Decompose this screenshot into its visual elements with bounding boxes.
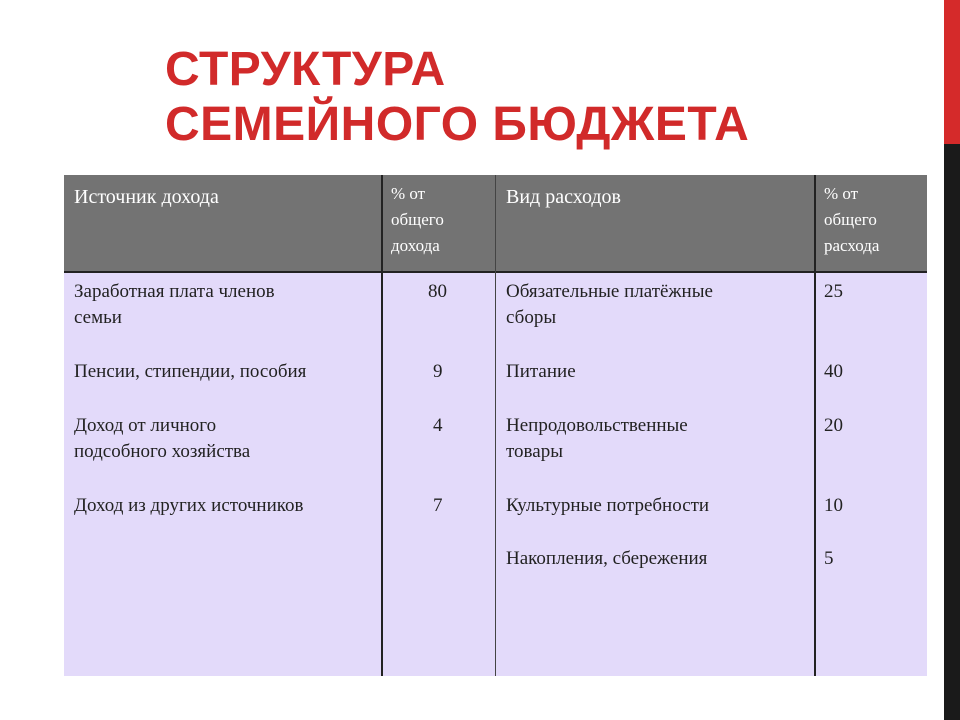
- expense-percent: 20: [824, 415, 843, 436]
- income-table: [64, 175, 496, 676]
- side-accent-red: [944, 0, 960, 144]
- income-percent: 80: [428, 281, 447, 302]
- income-column-divider: [381, 175, 383, 676]
- header-income-percent-l1: % от: [391, 184, 426, 203]
- expense-type: Питание: [506, 361, 576, 382]
- table-row: [74, 413, 250, 465]
- income-percent: 7: [433, 495, 443, 516]
- header-income-percent: [391, 181, 444, 259]
- expense-percent: 40: [824, 361, 843, 382]
- header-income-percent-l2: общего: [391, 210, 444, 229]
- expense-percent: 25: [824, 281, 843, 302]
- table-row: [506, 546, 707, 572]
- income-percent: 4: [433, 415, 443, 436]
- header-expense-percent-l3: расхода: [824, 236, 880, 255]
- expense-type: Культурные потребности: [506, 495, 710, 516]
- header-expense-percent: [824, 181, 879, 259]
- slide-title: [165, 42, 749, 152]
- table-row: [506, 413, 688, 465]
- income-source: Доход из других источников: [74, 495, 304, 516]
- income-body: [64, 271, 496, 676]
- expense-type-cont: товары: [506, 441, 563, 462]
- expense-header-divider: [496, 271, 927, 273]
- table-row: [506, 279, 713, 331]
- header-expense-type: Вид расходов: [506, 186, 621, 208]
- expense-table: [496, 175, 927, 676]
- expense-percent: 5: [824, 548, 834, 569]
- expense-type: Обязательные платёжные: [506, 281, 713, 302]
- expense-percent: 10: [824, 495, 843, 516]
- side-accent-black: [944, 144, 960, 720]
- income-source-cont: семьи: [74, 307, 122, 328]
- table-row: [74, 493, 303, 519]
- income-source: Пенсии, стипендии, пособия: [74, 361, 307, 382]
- table-row: [74, 359, 306, 385]
- income-source-cont: подсобного хозяйства: [74, 441, 251, 462]
- income-source: Доход от личного: [74, 415, 217, 436]
- header-income-source: Источник дохода: [74, 186, 219, 208]
- expense-type-cont: сборы: [506, 307, 557, 328]
- expense-type: Непродовольственные: [506, 415, 688, 436]
- income-percent: 9: [433, 361, 443, 382]
- expense-column-divider: [814, 175, 816, 676]
- table-row: [506, 493, 709, 519]
- income-source: Заработная плата членов: [74, 281, 275, 302]
- expense-body: [496, 271, 927, 676]
- header-income-percent-l3: дохода: [391, 236, 440, 255]
- header-expense-percent-l1: % от: [824, 184, 859, 203]
- table-row: [74, 279, 275, 331]
- table-row: [506, 359, 576, 385]
- header-expense-percent-l2: общего: [824, 210, 877, 229]
- title-line-2: СЕМЕЙНОГО БЮДЖЕТА: [165, 98, 750, 151]
- income-header-divider: [64, 271, 496, 273]
- expense-type: Накопления, сбережения: [506, 548, 708, 569]
- title-line-1: СТРУКТУРА: [165, 43, 446, 96]
